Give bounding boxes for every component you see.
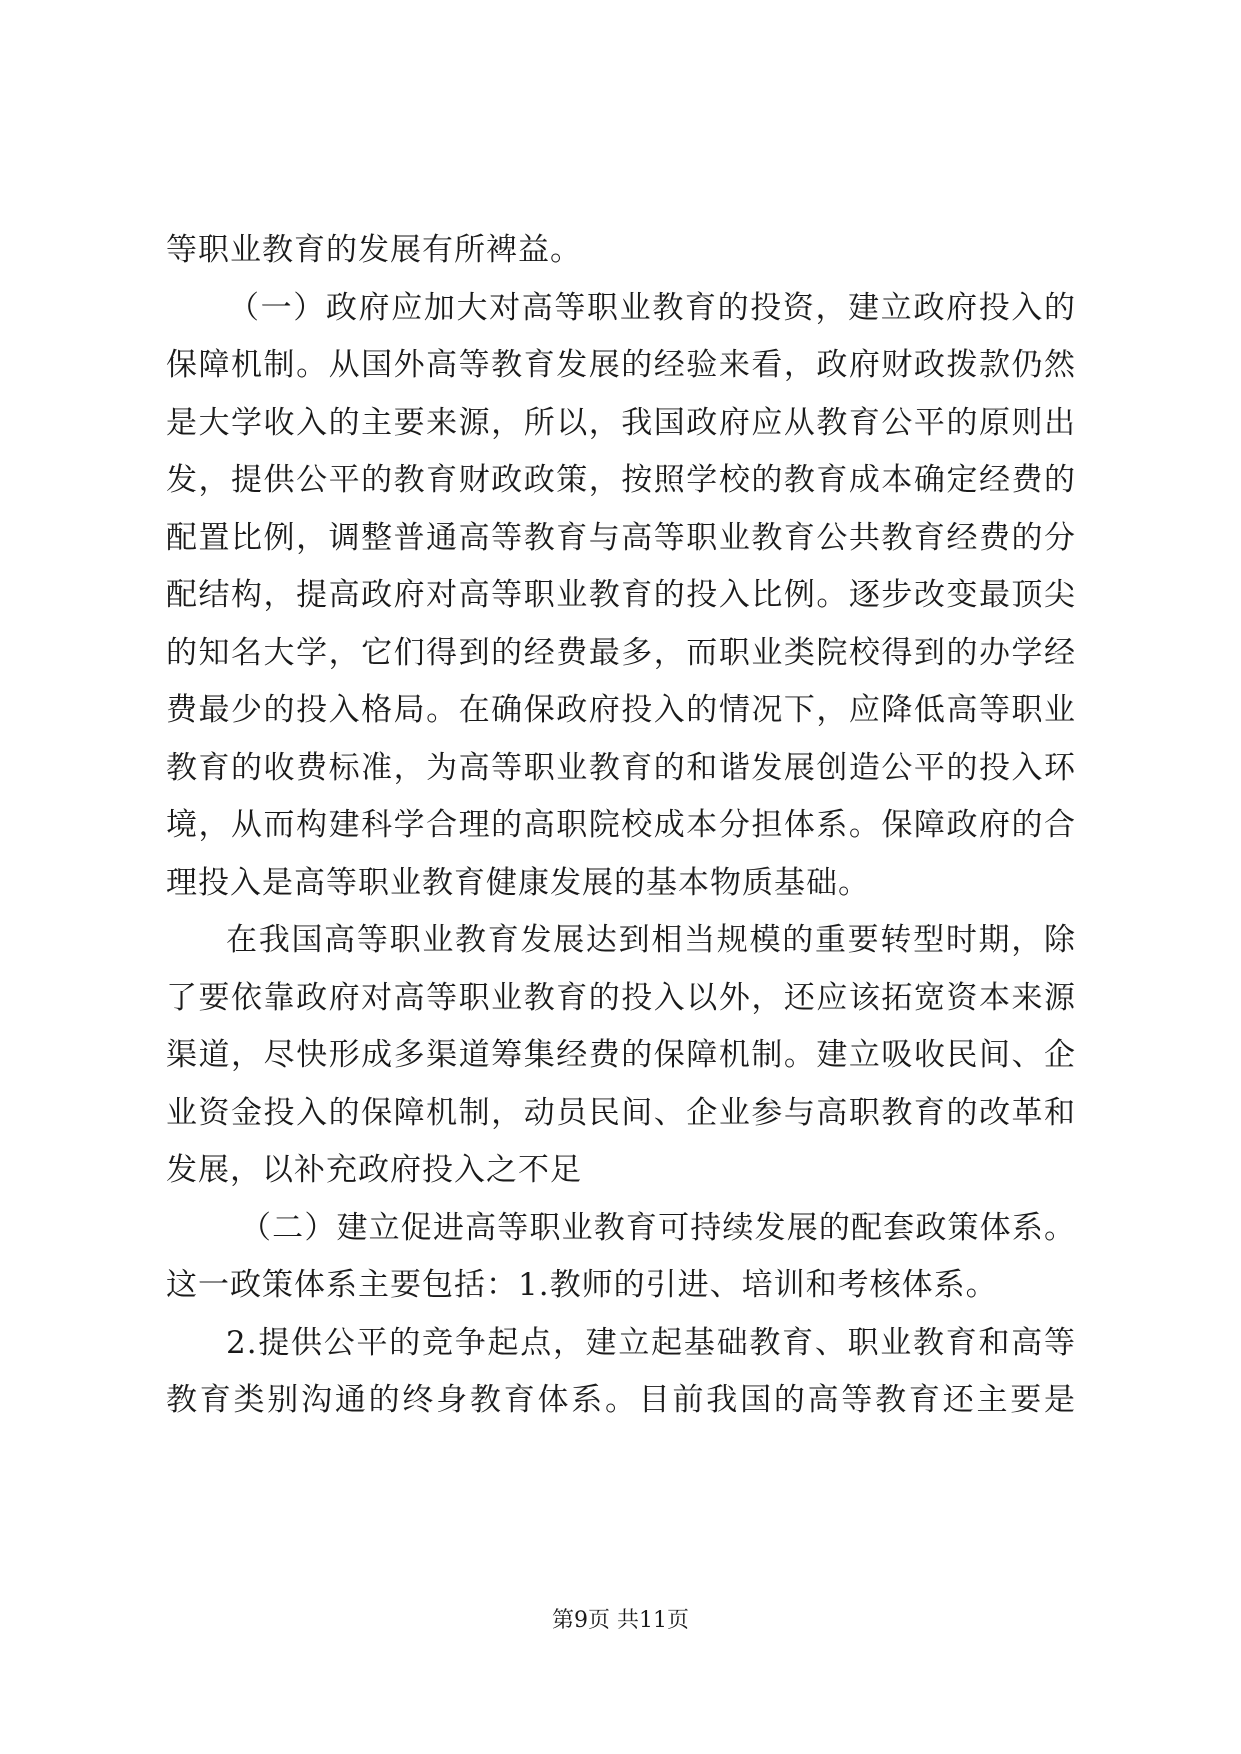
paragraph-end-line: 这一政策体系主要包括：1.教师的引进、培训和考核体系。	[166, 1267, 998, 1303]
text-line: 境，从而构建科学合理的高职院校成本分担体系。保障政府的合	[166, 807, 1076, 843]
paragraph-start-line: 2.提供公平的竞争起点，建立起基础教育、职业教育和高等	[226, 1324, 1076, 1361]
document-body	[166, 222, 1076, 1430]
text-line: 配结构，提高政府对高等职业教育的投入比例。逐步改变最顶尖	[166, 577, 1076, 613]
text-line: 教育类别沟通的终身教育体系。目前我国的高等教育还主要是	[166, 1382, 1076, 1418]
paragraph-start-line: （二）建立促进高等职业教育可持续发展的配套政策体系。	[240, 1209, 1076, 1246]
paragraph-start-line: （一）政府应加大对高等职业教育的投资，建立政府投入的	[228, 289, 1076, 326]
text-line: 保障机制。从国外高等教育发展的经验来看，政府财政拨款仍然	[166, 347, 1076, 383]
text-line: 费最少的投入格局。在确保政府投入的情况下，应降低高等职业	[166, 692, 1076, 728]
paragraph-end-line: 理投入是高等职业教育健康发展的基本物质基础。	[166, 864, 870, 901]
text-line: 发，提供公平的教育财政政策，按照学校的教育成本确定经费的	[166, 462, 1076, 498]
text-line: 渠道，尽快形成多渠道筹集经费的保障机制。建立吸收民间、企	[166, 1037, 1076, 1073]
text-line: 等职业教育的发展有所裨益。	[166, 232, 582, 268]
text-line: 教育的收费标准，为高等职业教育的和谐发展创造公平的投入环	[166, 749, 1076, 786]
text-line: 是大学收入的主要来源，所以，我国政府应从教育公平的原则出	[166, 404, 1076, 441]
paragraph-end-line: 发展，以补充政府投入之不足	[166, 1152, 582, 1188]
text-line: 了要依靠政府对高等职业教育的投入以外，还应该拓宽资本来源	[166, 979, 1076, 1016]
text-line: 的知名大学，它们得到的经费最多，而职业类院校得到的办学经	[166, 634, 1076, 671]
paragraph-start-line: 在我国高等职业教育发展达到相当规模的重要转型时期，除	[226, 922, 1076, 958]
text-line: 配置比例，调整普通高等教育与高等职业教育公共教育经费的分	[166, 519, 1076, 556]
text-line: 业资金投入的保障机制，动员民间、企业参与高职教育的改革和	[166, 1094, 1076, 1131]
page-number-footer: 第9页 共11页	[552, 1608, 689, 1633]
